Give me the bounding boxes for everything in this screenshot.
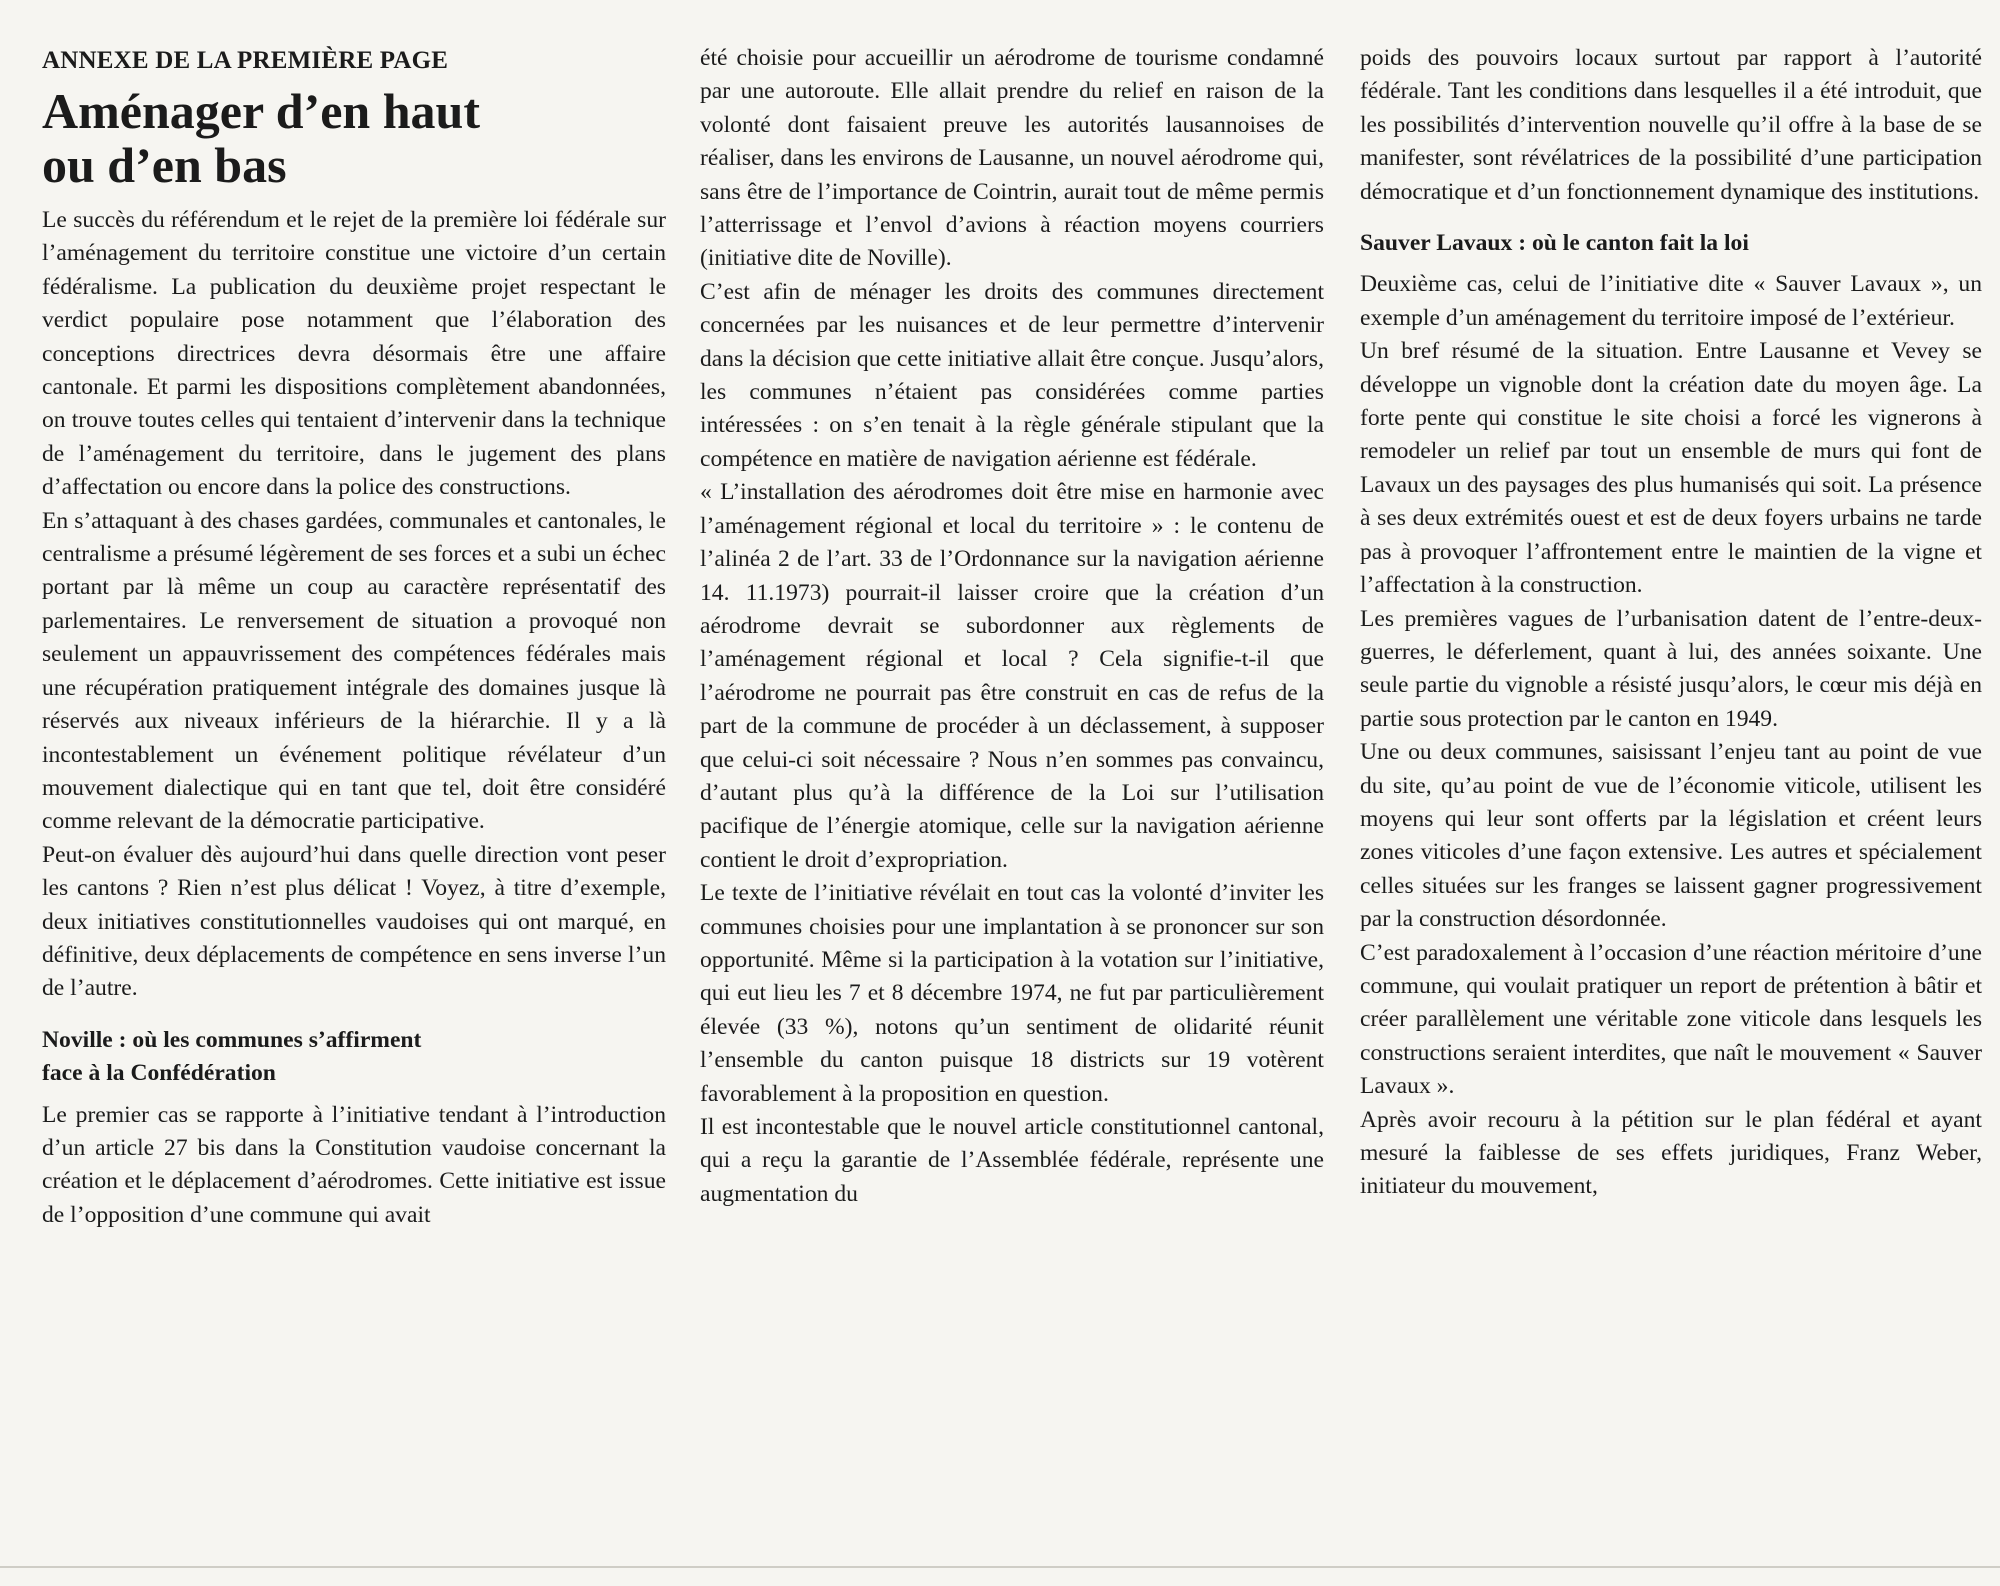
headline-line-1: Aménager d’en haut bbox=[42, 83, 480, 139]
paragraph: C’est paradoxalement à l’occasion d’une réaction méritoire d’une commune, qui voulait pratiquer un report de prétention à bâtir et créer parallèlement une véritable zone viticole dans lesquels les constructions seraient interdites, que naît le mouvement « Sauver Lavaux ». bbox=[1360, 939, 1982, 1100]
paragraph: Une ou deux communes, saisissant l’enjeu tant au point de vue du site, qu’au point de vue de l’économie viticole, utilisent les moyens qui leur sont offerts par la législation et créent leurs zones viticoles d’une façon extensive. Les autres et spécialement celles situées sur les franges se laissent gagner progressivement par la construction désordonnée. bbox=[1360, 739, 1982, 933]
paragraph: Le succès du référendum et le rejet de la première loi fédérale sur l’aménagement du territoire constitue une victoire d’un certain fédéralisme. La publication du deuxième projet respectant le verdict populaire pose notamment que l’élaboration des conceptions directrices devra désormais être une affaire cantonale. Et parmi les dispositions complètement abandonnées, on trouve toutes celles qui tentaient d’intervenir dans la technique de l’aménagement du territoire, dans le jugement des plans d’affectation ou encore dans la police des constructions. bbox=[42, 207, 666, 501]
paragraph: C’est afin de ménager les droits des communes directement concernées par les nuisances et de leur permettre d’intervenir dans la décision que cette initiative allait être conçue. Jusqu’alors, les communes n’étaient pas considérées comme parties intéressées : on s’en tenait à la règle générale stipulant que la compétence en matière de navigation aérienne est fédérale. bbox=[700, 278, 1324, 472]
headline-line-2: ou d’en bas bbox=[42, 137, 287, 193]
paragraph: Il est incontestable que le nouvel article constitutionnel cantonal, qui a reçu la garantie de l’Assemblée fédérale, représente une augmentation du bbox=[700, 1114, 1324, 1207]
paragraph: « L’installation des aérodromes doit être mise en harmonie avec l’aménagement régional et local du territoire » : le contenu de l’alinéa 2 de l’art. 33 de l’Ordonnance sur la navigation aérienne 14. 11.1973) pourrait-il laisser croire que la création d’un aérodrome devrait se subordonner aux règlements de l’aménagement régional et local ? Cela signifie-t-il que l’aérodrome ne pourrait pas être construit en cas de refus de la part de la commune de procéder à un déclassement, à supposer que celui-ci soit nécessaire ? Nous n’en sommes pas convaincu, d’autant plus qu’à la différence de la Loi sur l’utilisation pacifique de l’énergie atomique, celle sur la navigation aérienne contient le droit d’expropriation. bbox=[700, 479, 1324, 873]
article-headline bbox=[42, 84, 666, 192]
column-3 bbox=[1360, 42, 1982, 1204]
subheading-lavaux: Sauver Lavaux : où le canton fait la loi bbox=[1360, 230, 1749, 257]
paragraph: Deuxième cas, celui de l’initiative dite « Sauver Lavaux », un exemple d’un aménagement du territoire imposé de l’extérieur. bbox=[1360, 271, 1982, 331]
paragraph: poids des pouvoirs locaux surtout par rapport à l’autorité fédérale. Tant les conditions dans lesquelles il a été introduit, que les possibilités d’intervention nouvelle qu’il offre à la base de se manifester, sont révélatrices de la possibilité d’une participation démocratique et d’un fonctionnement dynamique des institutions. bbox=[1360, 45, 1982, 205]
paragraph: Un bref résumé de la situation. Entre Lausanne et Vevey se développe un vignoble dont la création date du moyen âge. La forte pente qui constitue le site choisi a forcé les vignerons à remodeler un relief par tout un ensemble de murs qui font de Lavaux un des paysages des plus humanisés qui soit. La présence à ses deux extrémités ouest et est de deux foyers urbains ne tarde pas à provoquer l’affrontement entre le maintien de la vigne et l’affectation à la construction. bbox=[1360, 338, 1982, 599]
subheading-line-1: Noville : où les communes s’affirment bbox=[42, 1026, 422, 1053]
page-bottom-edge bbox=[0, 1566, 2000, 1568]
column-2 bbox=[700, 42, 1324, 1211]
column-1 bbox=[42, 46, 666, 1232]
paragraph: Après avoir recouru à la pétition sur le plan fédéral et ayant mesuré la faiblesse de ses effets juridiques, Franz Weber, initiateur du mouvement, bbox=[1360, 1106, 1982, 1200]
paragraph: En s’attaquant à des chases gardées, communales et cantonales, le centralisme a présumé légèrement de ses forces et a subi un échec portant par là même un coup au caractère représentatif des parlementaires. Le renversement de situation a provoqué non seulement un appauvrissement des compétences fédérales mais une récupération pratiquement intégrale des domaines jusque là réservés aux niveaux inférieurs de la hiérarchie. Il y a là incontestablement un événement politique révélateur d’un mouvement dialectique qui en tant que tel, doit être considéré comme relevant de la démocratie participative. bbox=[42, 507, 666, 835]
section-kicker: ANNEXE DE LA PREMIÈRE PAGE bbox=[42, 47, 449, 74]
subheading-line-2: face à la Confédération bbox=[42, 1060, 276, 1087]
subheading-noville bbox=[42, 1024, 666, 1091]
paragraph: Peut-on évaluer dès aujourd’hui dans quelle direction vont peser les cantons ? Rien n’est plus délicat ! Voyez, à titre d’exemple, deux initiatives constitutionnelles vaudoises qui ont marqué, en définitive, deux déplacements de compétence en sens inverse l’un de l’autre. bbox=[42, 841, 666, 1002]
paragraph: Le texte de l’initiative révélait en tout cas la volonté d’inviter les communes choisies pour une implantation à se prononcer sur son opportunité. Même si la participation à la votation sur l’initiative, qui eut lieu les 7 et 8 décembre 1974, ne fut par particulièrement élevée (33 %), notons qu’un sentiment de olidarité réunit l’ensemble du canton puisque 18 districts sur 19 votèrent favorablement à la proposition en question. bbox=[700, 880, 1324, 1107]
paragraph: été choisie pour accueillir un aérodrome de tourisme condamné par une autoroute. Elle allait prendre du relief en raison de la volonté dont faisaient preuve les autorités lausannoises de réaliser, dans les environs de Lausanne, un nouvel aérodrome qui, sans être de l’importance de Cointrin, aurait tout de même permis l’atterrissage et l’envol d’avions à réaction moyens courriers (initiative dite de Noville). bbox=[700, 45, 1324, 272]
paragraph: Le premier cas se rapporte à l’initiative tendant à l’introduction d’un article 27 bis dans la Constitution vaudoise concernant la création et le déplacement d’aérodromes. Cette initiative est issue de l’opposition d’une commune qui avait bbox=[42, 1101, 666, 1228]
paragraph: Les premières vagues de l’urbanisation datent de l’entre-deux-guerres, le déferlement, quant à lui, des années soixante. Une seule partie du vignoble a résisté jusqu’alors, le cœur mis déjà en partie sous protection par le canton en 1949. bbox=[1360, 605, 1982, 732]
